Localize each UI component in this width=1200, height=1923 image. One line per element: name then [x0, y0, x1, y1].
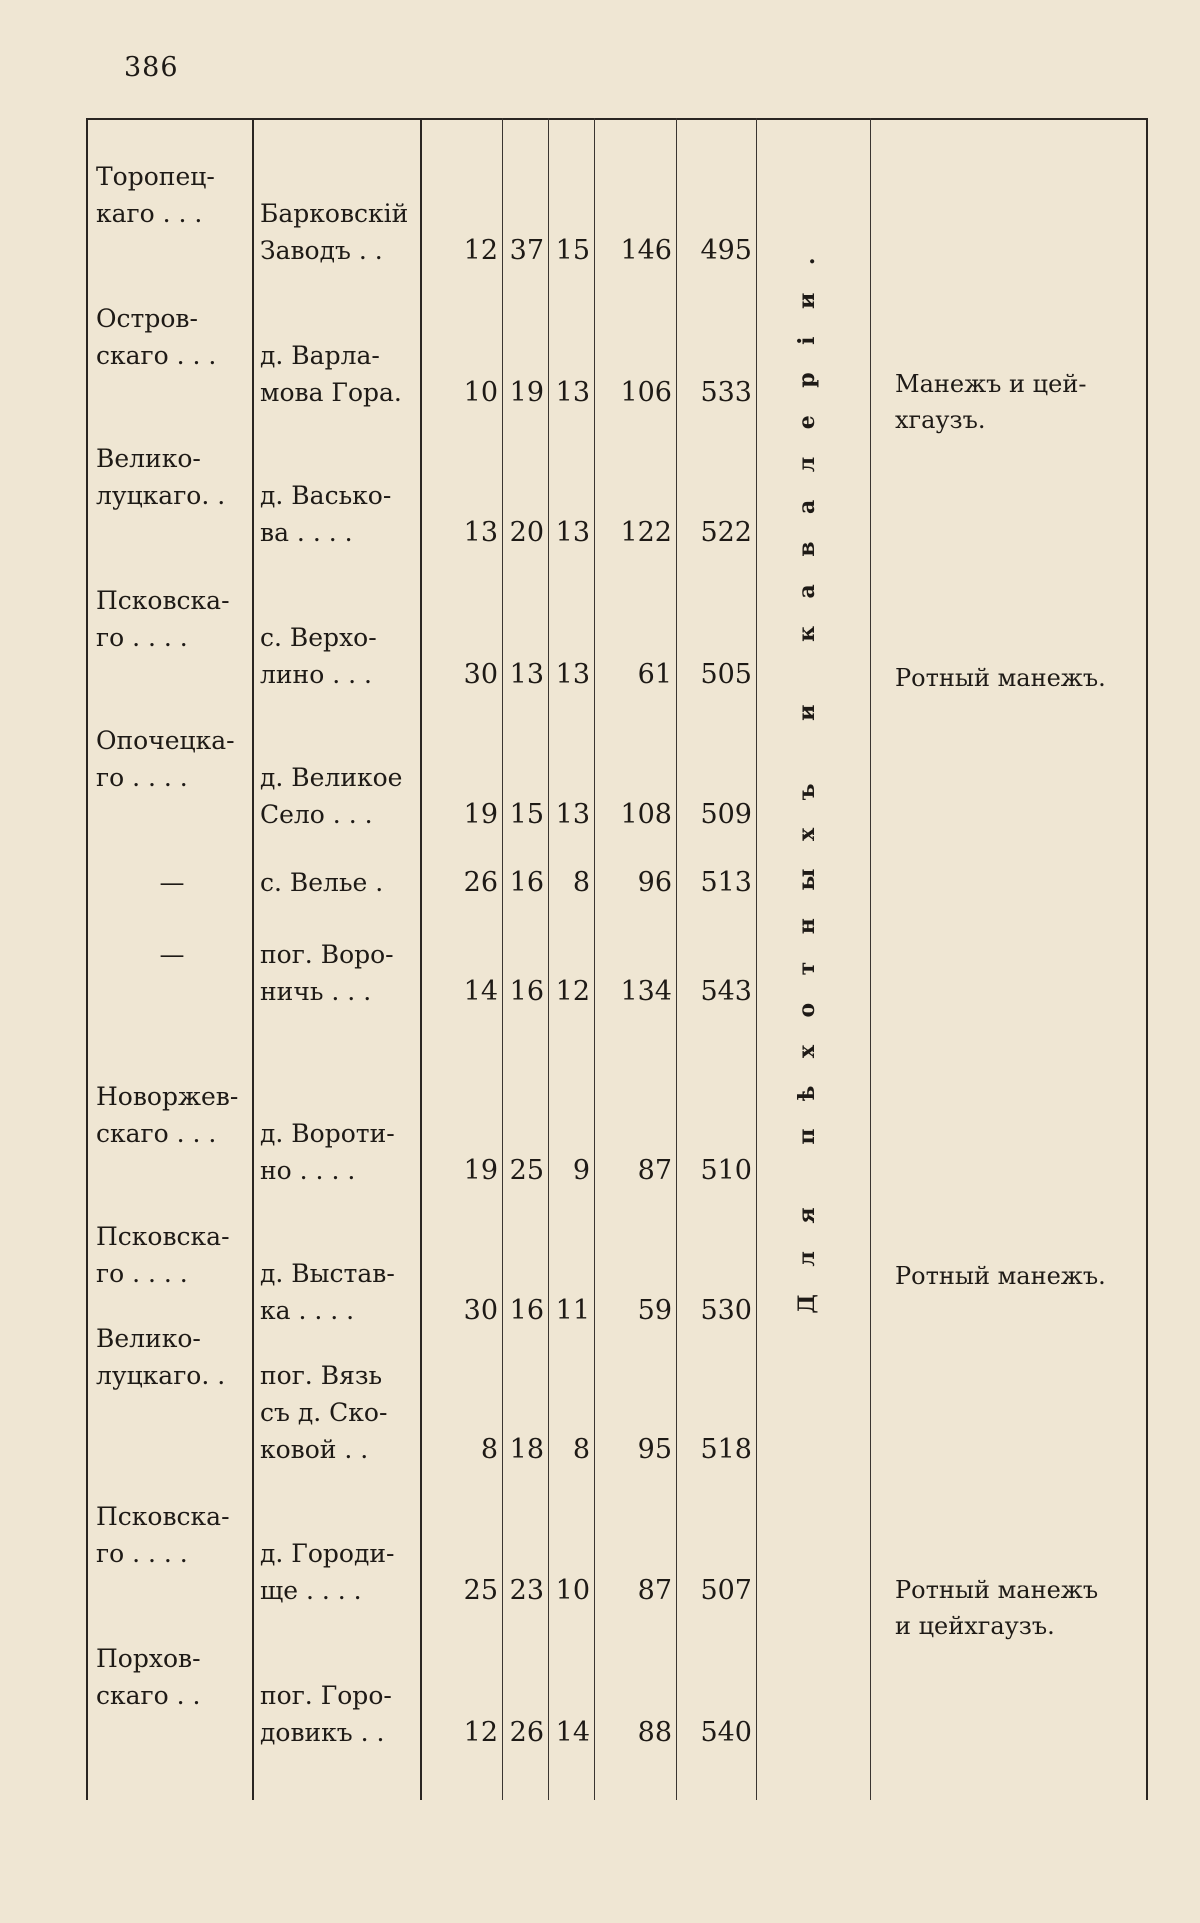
place-line: мова Гора. — [260, 378, 402, 407]
place-line: съ д. Ско- — [260, 1398, 388, 1427]
value-c3: 11 — [555, 1295, 590, 1326]
district-line: Новоржев- — [96, 1082, 239, 1111]
value-c4: 134 — [620, 976, 672, 1007]
place-line: пог. Вязь — [260, 1361, 383, 1390]
district-cell — [96, 300, 248, 374]
note-line: Ротный манежъ. — [895, 664, 1106, 692]
place-cell — [260, 1255, 420, 1329]
value-c1: 12 — [463, 1717, 498, 1748]
column-rule-c3 — [594, 118, 595, 1800]
district-line: луцкаго. . — [96, 1361, 226, 1390]
place-line: д. Вороти- — [260, 1119, 395, 1148]
value-c1: 30 — [463, 1295, 498, 1326]
note-3 — [895, 1258, 1150, 1294]
value-c5: 505 — [700, 659, 752, 690]
value-c4: 61 — [637, 659, 672, 690]
value-c4: 108 — [620, 799, 672, 830]
value-c2: 15 — [509, 799, 544, 830]
value-c3: 14 — [555, 1717, 590, 1748]
value-c4: 95 — [637, 1434, 672, 1465]
place-line: ничь . . . — [260, 977, 372, 1006]
place-cell — [260, 1115, 420, 1189]
page-number: 386 — [124, 52, 179, 83]
place-line: д. Васько- — [260, 481, 392, 510]
place-line: д. Выстав- — [260, 1259, 395, 1288]
place-line: ка . . . . — [260, 1296, 355, 1325]
note-line: Ротный манежъ — [895, 1576, 1099, 1604]
value-c2: 20 — [509, 517, 544, 548]
value-c5: 540 — [700, 1717, 752, 1748]
value-c5: 530 — [700, 1295, 752, 1326]
value-c3: 13 — [555, 377, 590, 408]
value-c2: 18 — [509, 1434, 544, 1465]
value-c1: 8 — [480, 1434, 498, 1465]
column-rule-c2 — [548, 118, 549, 1800]
value-c1: 14 — [463, 976, 498, 1007]
place-cell — [260, 936, 420, 1010]
district-cell — [96, 1640, 248, 1714]
district-cell — [96, 936, 248, 973]
value-c4: 87 — [637, 1575, 672, 1606]
value-c5: 522 — [700, 517, 752, 548]
place-line: ва . . . . — [260, 518, 353, 547]
column-rule-c4 — [676, 118, 677, 1800]
value-c3: 15 — [555, 235, 590, 266]
district-line: каго . . . — [96, 199, 203, 228]
value-c3: 9 — [572, 1155, 590, 1186]
place-line: ковой . . — [260, 1435, 369, 1464]
column-rule-district — [252, 118, 254, 1800]
district-line: Остров- — [96, 304, 198, 333]
value-c5: 510 — [700, 1155, 752, 1186]
value-c1: 19 — [463, 1155, 498, 1186]
value-c2: 23 — [509, 1575, 544, 1606]
place-line: Заводъ . . — [260, 236, 383, 265]
district-line: Торопец- — [96, 162, 215, 191]
value-c4: 146 — [620, 235, 672, 266]
district-line: Псковска- — [96, 1502, 230, 1531]
value-c2: 16 — [509, 976, 544, 1007]
district-line: скаго . . . — [96, 341, 217, 370]
district-line: Велико- — [96, 1324, 201, 1353]
district-line: Велико- — [96, 444, 201, 473]
value-c5: 507 — [700, 1575, 752, 1606]
district-line: го . . . . — [96, 1539, 188, 1568]
district-line: Псковска- — [96, 1222, 230, 1251]
district-line: го . . . . — [96, 1259, 188, 1288]
district-line: го . . . . — [96, 623, 188, 652]
value-c1: 26 — [463, 867, 498, 898]
place-line: пог. Воро- — [260, 940, 394, 969]
place-line: лино . . . — [260, 660, 372, 689]
place-line: д. Варла- — [260, 341, 380, 370]
district-line: Псковска- — [96, 586, 230, 615]
district-cell — [96, 1218, 248, 1292]
note-2 — [895, 660, 1150, 696]
district-line: скаго . . — [96, 1681, 201, 1710]
note-line: Манежъ и цей- — [895, 370, 1087, 398]
value-c5: 543 — [700, 976, 752, 1007]
value-c3: 13 — [555, 659, 590, 690]
district-cell — [96, 1078, 248, 1152]
place-cell — [260, 195, 420, 269]
place-cell — [260, 1677, 420, 1751]
column-rule-left — [86, 118, 88, 1800]
district-line: Порхов- — [96, 1644, 201, 1673]
district-cell — [96, 582, 248, 656]
value-c1: 19 — [463, 799, 498, 830]
value-c2: 13 — [509, 659, 544, 690]
place-line: Село . . . — [260, 800, 373, 829]
value-c2: 26 — [509, 1717, 544, 1748]
column-rule-c1 — [502, 118, 503, 1800]
value-c4: 96 — [637, 867, 672, 898]
value-c1: 30 — [463, 659, 498, 690]
value-c4: 122 — [620, 517, 672, 548]
value-c1: 25 — [463, 1575, 498, 1606]
column-rule-vertical — [870, 118, 871, 1800]
value-c3: 10 — [555, 1575, 590, 1606]
note-line: и цейхгаузъ. — [895, 1612, 1055, 1640]
note-line: хгаузъ. — [895, 406, 986, 434]
place-line: с. Велье . — [260, 868, 384, 897]
place-line: довикъ . . — [260, 1718, 385, 1747]
district-cell — [96, 864, 248, 901]
note-4 — [895, 1572, 1150, 1644]
value-c2: 19 — [509, 377, 544, 408]
value-c4: 88 — [637, 1717, 672, 1748]
place-line: но . . . . — [260, 1156, 356, 1185]
value-c1: 13 — [463, 517, 498, 548]
value-c3: 8 — [572, 867, 590, 898]
place-line: Барковскій — [260, 199, 409, 228]
place-line: пог. Горо- — [260, 1681, 392, 1710]
place-cell — [260, 1535, 420, 1609]
place-cell — [260, 1357, 420, 1468]
value-c1: 12 — [463, 235, 498, 266]
value-c2: 25 — [509, 1155, 544, 1186]
place-cell — [260, 477, 420, 551]
district-line: скаго . . . — [96, 1119, 217, 1148]
district-line: Опочецка- — [96, 726, 235, 755]
column-rule-c5 — [756, 118, 757, 1800]
district-cell — [96, 440, 248, 514]
value-c1: 10 — [463, 377, 498, 408]
place-line: с. Верхо- — [260, 623, 377, 652]
value-c2: 37 — [509, 235, 544, 266]
note-1 — [895, 366, 1150, 438]
column-rule-place — [420, 118, 422, 1800]
place-line: д. Великое — [260, 763, 403, 792]
vertical-note: Для пѣхотныхъ и кавалеріи. — [794, 230, 820, 1314]
note-line: Ротный манежъ. — [895, 1262, 1106, 1290]
value-c4: 59 — [637, 1295, 672, 1326]
value-c3: 12 — [555, 976, 590, 1007]
value-c2: 16 — [509, 1295, 544, 1326]
place-cell — [260, 619, 420, 693]
district-line: луцкаго. . — [96, 481, 226, 510]
district-line: — — [159, 940, 185, 969]
value-c2: 16 — [509, 867, 544, 898]
place-line: д. Городи- — [260, 1539, 395, 1568]
value-c5: 518 — [700, 1434, 752, 1465]
value-c5: 513 — [700, 867, 752, 898]
district-line: — — [159, 868, 185, 897]
table-top-rule — [86, 118, 1146, 120]
value-c5: 509 — [700, 799, 752, 830]
place-cell — [260, 759, 420, 833]
value-c3: 8 — [572, 1434, 590, 1465]
place-line: ще . . . . — [260, 1576, 362, 1605]
district-cell — [96, 1498, 248, 1572]
district-cell — [96, 158, 248, 232]
district-cell — [96, 1320, 248, 1394]
value-c3: 13 — [555, 517, 590, 548]
value-c4: 87 — [637, 1155, 672, 1186]
place-cell — [260, 337, 420, 411]
place-cell — [260, 864, 420, 901]
value-c3: 13 — [555, 799, 590, 830]
district-line: го . . . . — [96, 763, 188, 792]
value-c5: 495 — [700, 235, 752, 266]
value-c5: 533 — [700, 377, 752, 408]
value-c4: 106 — [620, 377, 672, 408]
district-cell — [96, 722, 248, 796]
